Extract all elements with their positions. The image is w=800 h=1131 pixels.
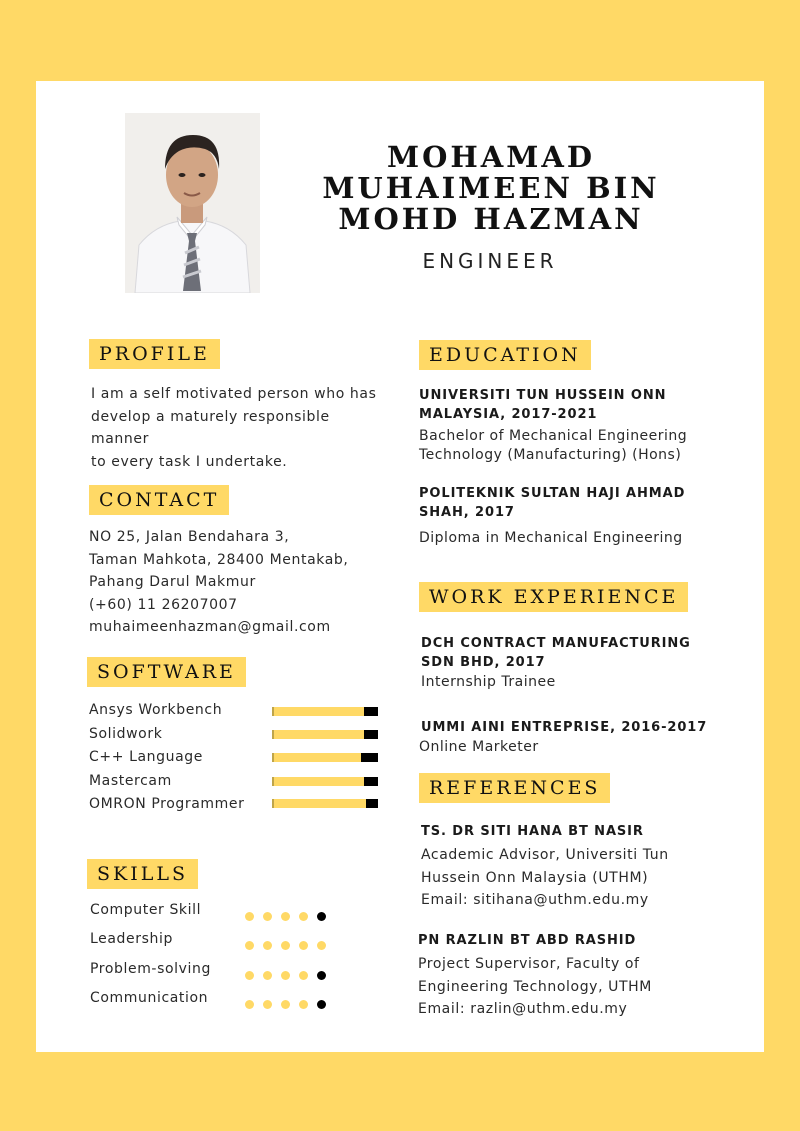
education-heading: EDUCATION xyxy=(419,340,591,370)
rating-dot xyxy=(299,1000,308,1009)
referee-line: Academic Advisor, Universiti Tun xyxy=(421,847,669,863)
contact-heading: CONTACT xyxy=(89,485,229,515)
level-marker xyxy=(364,730,378,739)
skill-rating xyxy=(245,994,335,1013)
education-entry xyxy=(419,386,719,465)
name-line: MOHD HAZMAN xyxy=(338,202,644,236)
rating-dot xyxy=(317,1000,326,1009)
rating-dot xyxy=(281,971,290,980)
rating-dot xyxy=(245,1000,254,1009)
level-marker xyxy=(366,799,378,808)
software-name: OMRON Programmer xyxy=(89,796,245,812)
rating-dot xyxy=(299,912,308,921)
reference-entry xyxy=(418,931,718,1021)
software-level-bar xyxy=(272,730,378,739)
skill-name: Communication xyxy=(90,990,209,1006)
level-marker xyxy=(361,753,378,762)
rating-dot xyxy=(317,971,326,980)
name-line: MUHAIMEEN BIN xyxy=(322,171,660,205)
software-level-bar xyxy=(272,777,378,786)
references-heading: REFERENCES xyxy=(419,773,610,803)
education-institution: UNIVERSITI TUN HUSSEIN ONN xyxy=(419,388,667,403)
email-address: muhaimeenhazman@gmail.com xyxy=(89,619,331,635)
skill-rating xyxy=(245,906,335,925)
rating-dot xyxy=(263,941,272,950)
software-name: C++ Language xyxy=(89,749,203,765)
referee-details xyxy=(421,844,721,912)
address-line: NO 25, Jalan Bendahara 3, xyxy=(89,529,290,545)
reference-entry xyxy=(421,822,721,912)
rating-dot xyxy=(281,1000,290,1009)
rating-dot xyxy=(245,912,254,921)
employer-name: UMMI AINI ENTREPRISE, 2016-2017 xyxy=(421,720,708,735)
profile-text xyxy=(91,383,391,473)
education-qualification: Technology (Manufacturing) (Hons) xyxy=(419,447,682,463)
education-entry xyxy=(419,484,719,548)
skill-name: Leadership xyxy=(90,931,173,947)
employer-name: SDN BHD, 2017 xyxy=(421,655,546,670)
education-qualification: Bachelor of Mechanical Engineering xyxy=(419,428,688,444)
profile-heading: PROFILE xyxy=(89,339,220,369)
software-name: Mastercam xyxy=(89,773,172,789)
work-entry xyxy=(421,634,721,692)
job-position: Online Marketer xyxy=(419,739,539,755)
job-title: ENGINEER xyxy=(422,249,558,273)
referee-email: Email: sitihana@uthm.edu.my xyxy=(421,892,649,908)
person-portrait-icon xyxy=(125,113,260,293)
work-entry xyxy=(421,718,741,757)
referee-email: Email: razlin@uthm.edu.my xyxy=(418,1001,628,1017)
education-institution: POLITEKNIK SULTAN HAJI AHMAD xyxy=(419,486,686,501)
software-name: Ansys Workbench xyxy=(89,702,223,718)
referee-details xyxy=(418,953,718,1021)
referee-name: PN RAZLIN BT ABD RASHID xyxy=(418,933,637,948)
software-level-bar xyxy=(272,799,378,808)
profile-photo xyxy=(125,113,260,293)
software-level-bar xyxy=(272,707,378,716)
profile-line: I am a self motivated person who has xyxy=(91,386,377,402)
education-qualification: Diploma in Mechanical Engineering xyxy=(419,530,683,546)
address-line: Taman Mahkota, 28400 Mentakab, xyxy=(89,551,349,568)
level-marker xyxy=(364,777,378,786)
level-marker xyxy=(364,707,378,716)
education-institution: MALAYSIA, 2017-2021 xyxy=(419,407,598,422)
contact-details xyxy=(89,526,389,639)
software-level-bar xyxy=(272,753,378,762)
referee-line: Hussein Onn Malaysia (UTHM) xyxy=(421,869,649,886)
skill-name: Computer Skill xyxy=(90,902,202,918)
referee-line: Project Supervisor, Faculty of xyxy=(418,956,640,972)
rating-dot xyxy=(299,941,308,950)
skill-rating xyxy=(245,935,335,954)
rating-dot xyxy=(317,912,326,921)
skill-name: Problem-solving xyxy=(90,961,211,977)
profile-line: to every task I undertake. xyxy=(91,453,288,470)
referee-name: TS. DR SITI HANA BT NASIR xyxy=(421,824,644,839)
employer-name: DCH CONTRACT MANUFACTURING xyxy=(421,636,691,651)
rating-dot xyxy=(299,971,308,980)
skill-rating xyxy=(245,965,335,984)
full-name xyxy=(300,142,682,235)
software-heading: SOFTWARE xyxy=(87,657,246,687)
work-experience-heading: WORK EXPERIENCE xyxy=(419,582,688,612)
rating-dot xyxy=(263,971,272,980)
rating-dot xyxy=(263,1000,272,1009)
rating-dot xyxy=(245,971,254,980)
rating-dot xyxy=(245,941,254,950)
job-position: Internship Trainee xyxy=(421,674,556,690)
rating-dot xyxy=(263,912,272,921)
rating-dot xyxy=(281,912,290,921)
rating-dot xyxy=(281,941,290,950)
phone-number: (+60) 11 26207007 xyxy=(89,596,238,613)
address-line: Pahang Darul Makmur xyxy=(89,574,256,590)
education-institution: SHAH, 2017 xyxy=(419,505,515,520)
referee-line: Engineering Technology, UTHM xyxy=(418,978,652,995)
name-line: MOHAMAD xyxy=(386,140,595,174)
software-name: Solidwork xyxy=(89,726,163,742)
profile-line: develop a maturely responsible manner xyxy=(91,408,330,447)
skills-heading: SKILLS xyxy=(87,859,198,889)
rating-dot xyxy=(317,941,326,950)
